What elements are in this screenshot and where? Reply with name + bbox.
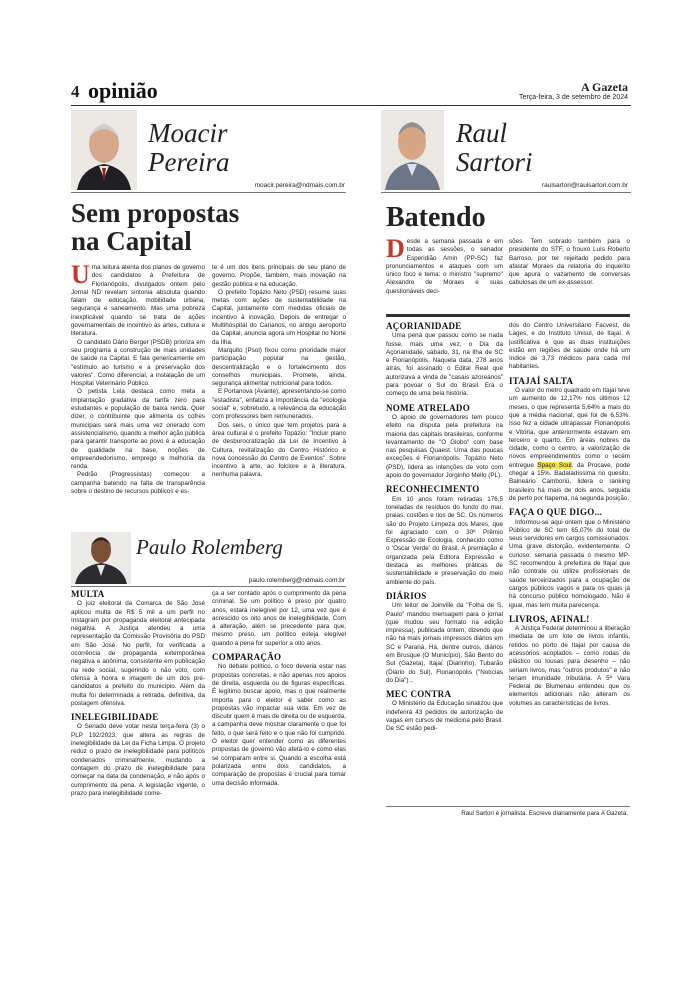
section-heading: RECONHECIMENTO xyxy=(386,484,480,495)
section-title: opinião xyxy=(88,78,158,103)
paragraph: Pedrão (Progressistas) começou a campanha batendo na falta de transparência sobre o destino de recursos públicos e es- xyxy=(71,471,205,496)
paragraph: O candidato Dário Berger (PSDB) prioriza em seu programa a construção de mais unidades de saúde na Capital. E fala genericamente em "estímulo ao turismo e a preservação dos valores". Como diferencial, a instalação de um Hospital Veterinário Público. xyxy=(71,338,205,388)
section-heading: AÇORIANIDADE xyxy=(386,322,462,331)
paragraph: O prefeito Topázio Neto (PSD) resume suas metas com ações de sustentabilidade na Capital, juntamente com medidas oficiais de incentivo à inovação. Depois de entregar o Multihospital do Carianos, no antigo aeroporto da Capital, anuncia agora um Hospital no Norte da Ilha. xyxy=(212,288,346,346)
paragraph: Dos seis, o único que tem projetos para a área cultural é o prefeito Topázio: "Incluir plano de desburocratização da Lei de Incentivo à Cultura, revitalização do Centro Histórico e nova concessão do Centro de Eventos". Sobre incentivo à arte, ao folclore e à literatura, nenhuma palavra. xyxy=(212,421,346,479)
article-column-2 xyxy=(212,264,346,526)
paragraph: Uma pena que passou como se nada fosse, mais uma vez, o Dia da Açorianidade, sábado, 31, na Ilha de SC e Florianópolis. Naquela data, 278 anos atrás, foi assinado o Edital Real que autorizava a vinda de "casais azoreanos" para povoar o Sul do Brasil. Era o começo de uma bela história. xyxy=(386,332,503,398)
paragraph: O petista Lela destaca como meta a implantação gradativa da tarifa zero para estudantes e população de baixa renda. Quer dizer, o contribuinte que alimenta os cofres municipais será mais uma vez onerado com assistencialismo, quando a melhor ação pública para garantir transporte ao povo é a educação de qualidade na base, noções de empreendedorismo, emprego e melhoria da renda. xyxy=(71,388,205,471)
author-photo xyxy=(71,532,131,584)
section-heading: LIVROS, AFINAL! xyxy=(509,613,590,624)
section-heading: FAÇA O QUE DIGO... xyxy=(509,507,603,518)
paragraph: ma leitura atenta dos planos de governo dos candidatos à Prefeitura de Florianópolis, divulgados ontem pelo Jornal ND revelam sintonia absoluta quando falam de educação, mobilidade urbana, segurança e saneamento. Mas uma pobreza inexplicável quando se trata de ações governamentais de incentivo às artes, cultura e literatura. xyxy=(71,264,205,338)
intro-column-1 xyxy=(386,238,503,302)
intro-rule xyxy=(386,314,630,317)
paragraph: ça a ser contado após o cumprimento da pena criminal. Se um político é preso por quatro anos, estará inelegível por 12, uma vez que é acrescido os oito anos de inelegibilidade. Com a alteração, além se precedente para que, mesmo preso, um político esteja elegível quando a pena for superior a oito anos. xyxy=(212,590,346,647)
notes-column-2 xyxy=(509,322,630,800)
notes-column-1 xyxy=(386,322,503,800)
author-footer: Raul Sartori é jornalista. Escreve diariamente para A Gazeta. xyxy=(461,810,628,817)
paragraph: O Senado deve votar nesta terça-feira (3) o PLP 192/2023, que altera as regras de inelegibilidade da Lei da Ficha Limpa. O projeto reduz o prazo de inelegibilidade para políticos condenados criminalmente, mudando a contagem do prazo de inelegibilidade para começar na data da condenação, e não após o cumprimento da pena. A legislação vigente, o prazo para inelegibilidade come- xyxy=(71,723,205,797)
section-heading: DIÁRIOS xyxy=(386,590,427,601)
author-photo xyxy=(71,110,137,190)
headline-line-1: Sem propostas xyxy=(71,198,240,228)
author-first-name: Moacir xyxy=(148,118,228,148)
author-email[interactable]: raulsartori@raulsartori.com.br xyxy=(541,182,628,189)
paragraph: esde a semana passada e em todas as sessões, o senador Esperidião Amin (PP-SC) faz pronunciamentos e ataques com um único foco e tema: o ministro "supremo" Alexandre de Moraes e suas questionáveis deci- xyxy=(386,238,503,295)
paragraph: O Ministério da Educação sinalizou que indeferirá 43 pedidos de autorização de vagas em cursos de medicina pelo Brasil. De SC estão pedi- xyxy=(386,700,503,733)
author-name: Paulo Rolemberg xyxy=(136,535,283,559)
byline-rule xyxy=(381,192,631,193)
byline-rule xyxy=(71,586,346,587)
paragraph-part: O valor do metro quadrado em Itajaí teve um aumento de 12,17% nos últimos 12 meses, o que representa 5,64% a mais do que a média nacional, que foi de 6,53%. Isso fez a cidade ultrapassar Florianópolis e Vitória, que anteriormente estavam em terceiro e quarto. Em áreas nobres da cidade, como o centro, a valorização de novos empreendimentos como o recém entregue xyxy=(509,387,630,469)
section-heading: ITAJAÍ SALTA xyxy=(509,375,574,386)
section-heading: INELEGIBILIDADE xyxy=(71,712,159,723)
intro-column-2 xyxy=(509,238,630,302)
article-column-1 xyxy=(71,264,205,526)
author-first-name: Raul xyxy=(456,118,507,148)
author-email[interactable]: moacir.pereira@ndmais.com.br xyxy=(254,182,345,189)
section-heading: NOME ATRELADO xyxy=(386,402,470,413)
article-headline: Batendo xyxy=(386,202,486,233)
paragraph-part: , da Procave, pode chegar a 15%. Badaladíssima no quesito, Balneário Camboriú, lidera o ranking brasileiro há mais de dois anos, seguida de perto por Itapema, na segunda posição. xyxy=(509,461,630,502)
notes-column-2 xyxy=(212,590,346,822)
highlighted-text: Spaço Soul xyxy=(537,461,572,469)
article-headline xyxy=(71,199,239,255)
paragraph: E Portanova (Avante), apresentando-se como "estadista", enfatiza a importância da "ecologia social" e, sobretudo, a relevância da educação com professores bem remunerados. xyxy=(212,388,346,421)
paragraph: O juiz eleitoral da Comarca de São José aplicou multa de R$ 5 mil a um perfil no Instagram por propaganda eleitoral antecipada negativa. A Justiça atendeu a uma representação da Comissão Provisória do PSD em São José. No perfil, foi verificada a ocorrência de propaganda extemporânea negativa e anônima, consistente em publicação na rede social, sugerindo o não voto, com ofensa à honra e imagem de um dos pré-candidatos a prefeito do município. Além da multa foi determinada a retirada, definitiva, da postagem ofensiva. xyxy=(71,600,205,707)
drop-cap: D xyxy=(386,238,405,263)
page-number: 4 xyxy=(71,82,80,101)
paragraph: dos do Centro Universitário Facvest, de Lages, e do Instituto Unisul, de Itajaí. A justificativa é que as duas instituições estão em regiões de saúde onde há um índice de 3,73 médicos para cada mil habitantes. xyxy=(509,322,630,371)
notes-column-1 xyxy=(71,590,205,822)
paragraph: O apoio de governadores tem pouco efeito na disputa pela prefeitura na maioria das capitais brasileiras, conforme levantamento de "O Globo" com base nas pesquisas Quaest. Uma das poucas exceções é Florianópolis. Topázio Neto (PSD), lidera as intenções de voto com apoio do governador Jorginho Mello (PL). xyxy=(386,413,503,480)
paper-name: A Gazeta xyxy=(581,80,628,94)
footer-rule xyxy=(386,806,630,807)
author-email[interactable]: paulo.rolemberg@ndmais.com.br xyxy=(248,577,345,584)
paragraph: te é um dos itens principais de seu plano de governo. Propõe, também, mais inovação na gestão pública e na educação. xyxy=(212,264,346,288)
author-photo xyxy=(381,110,444,190)
paragraph xyxy=(509,387,630,503)
paragraph: Um leitor de Joinville da "Folha de S. Paulo" mandou mensagem para o jornal (que mudou seu formato na edição impressa), publicada ontem, dizendo que não há mais jornais impressos diários em SC e Paraná. Há, dentre outros, diários em Brusque (O Município), São Bento do Sul (Gazeta), Itajaí (Diarinho), Tubarão (Diário do Sul), Florianópolis ("Notícias do Dia")... xyxy=(386,602,503,684)
author-last-name: Pereira xyxy=(148,147,230,177)
paragraph: Marquito (Psol) fixou como prioridade maior participação popular na gestão, descentralização e o fortalecimento dos conselhos municipais. Promete, ainda, segurança alimentar nutricional para todos. xyxy=(212,346,346,388)
header-rule xyxy=(71,105,631,106)
paragraph: Informou-se aqui ontem que o Ministério Público de SC tem 65,07% do total de seus servidores em cargos comissionados. Uma grave distorção, evidentemente. O curioso: semana passada o mesmo MP-SC recomendou à prefeitura de Itajaí que não contrate ou utilize profissionais de saúde terceirizados para a ocupação de cargos públicos vagos e para os quais já há concurso público homologado. Não é igual, mas tem muita parecença. xyxy=(509,518,630,609)
drop-cap: U xyxy=(71,264,90,289)
headline-line-2: na Capital xyxy=(71,226,192,256)
author-last-name: Sartori xyxy=(456,147,533,177)
paragraph: Em 10 anos foram retiradas 176,5 toneladas de resíduos do fundo do mar, praias, costões e rios de SC. Os números são do Projeto Limpeza dos Mares, que foi agraciado com o 30º Prêmio Expressão de Ecologia, conhecido como o 'Oscar Verde' do Brasil. A premiação é organizada pela Editora Expressão e destaca as melhores práticas de sustentabilidade e preservação do meio ambiente do país. xyxy=(386,495,503,586)
page-date: Terça-feira, 3 de setembro de 2024 xyxy=(519,94,628,101)
byline-rule xyxy=(71,192,346,193)
section-heading: MULTA xyxy=(71,590,105,599)
paragraph: No debate político, o foco deveria estar nas propostas concretas, e não apenas nos apoios de direita, esquerda ou de figuras específicas. É legítimo buscar apoio, mas o que realmente importa para o eleitor é saber como as propostas vão impactar sua vida. Em vez de discutir quem é mais de direita ou de esquerda, a campanha deve mostrar claramente o que foi feito, o que será feito e o que não foi cumprido. O eleitor quer entender como as diferentes propostas de governo vão afetá-lo e como elas se comparam entre si. Quando a escolha está polarizada entre dois candidatos, a comparação de propostas é crucial para tomar uma decisão informada. xyxy=(212,663,346,787)
section-heading: MEC CONTRA xyxy=(386,689,452,700)
paragraph: sões. Tem sobrado também para o presidente do STF, o frouxo Luís Roberto Barroso, por ter rejeitado pedido para afastar Moraes da relatoria do inquérito que apura o vazamento de conversas cabulosas de um ex-assessor. xyxy=(509,238,630,287)
paragraph: A Justiça Federal determinou a liberação imediata de um lote de livros infantis, retidos no porto de Itajaí por causa de acessórios acoplados – como rodas de plástico ou lousas para desenho – não seriam livros, mas "outros produtos" e não teriam imunidade tributária. A 5ª Vara Federal de Blumenau entendeu que os elementos adicionais não alteram os volumes as características de livros. xyxy=(509,625,630,707)
section-heading: COMPARAÇÃO xyxy=(212,652,282,663)
